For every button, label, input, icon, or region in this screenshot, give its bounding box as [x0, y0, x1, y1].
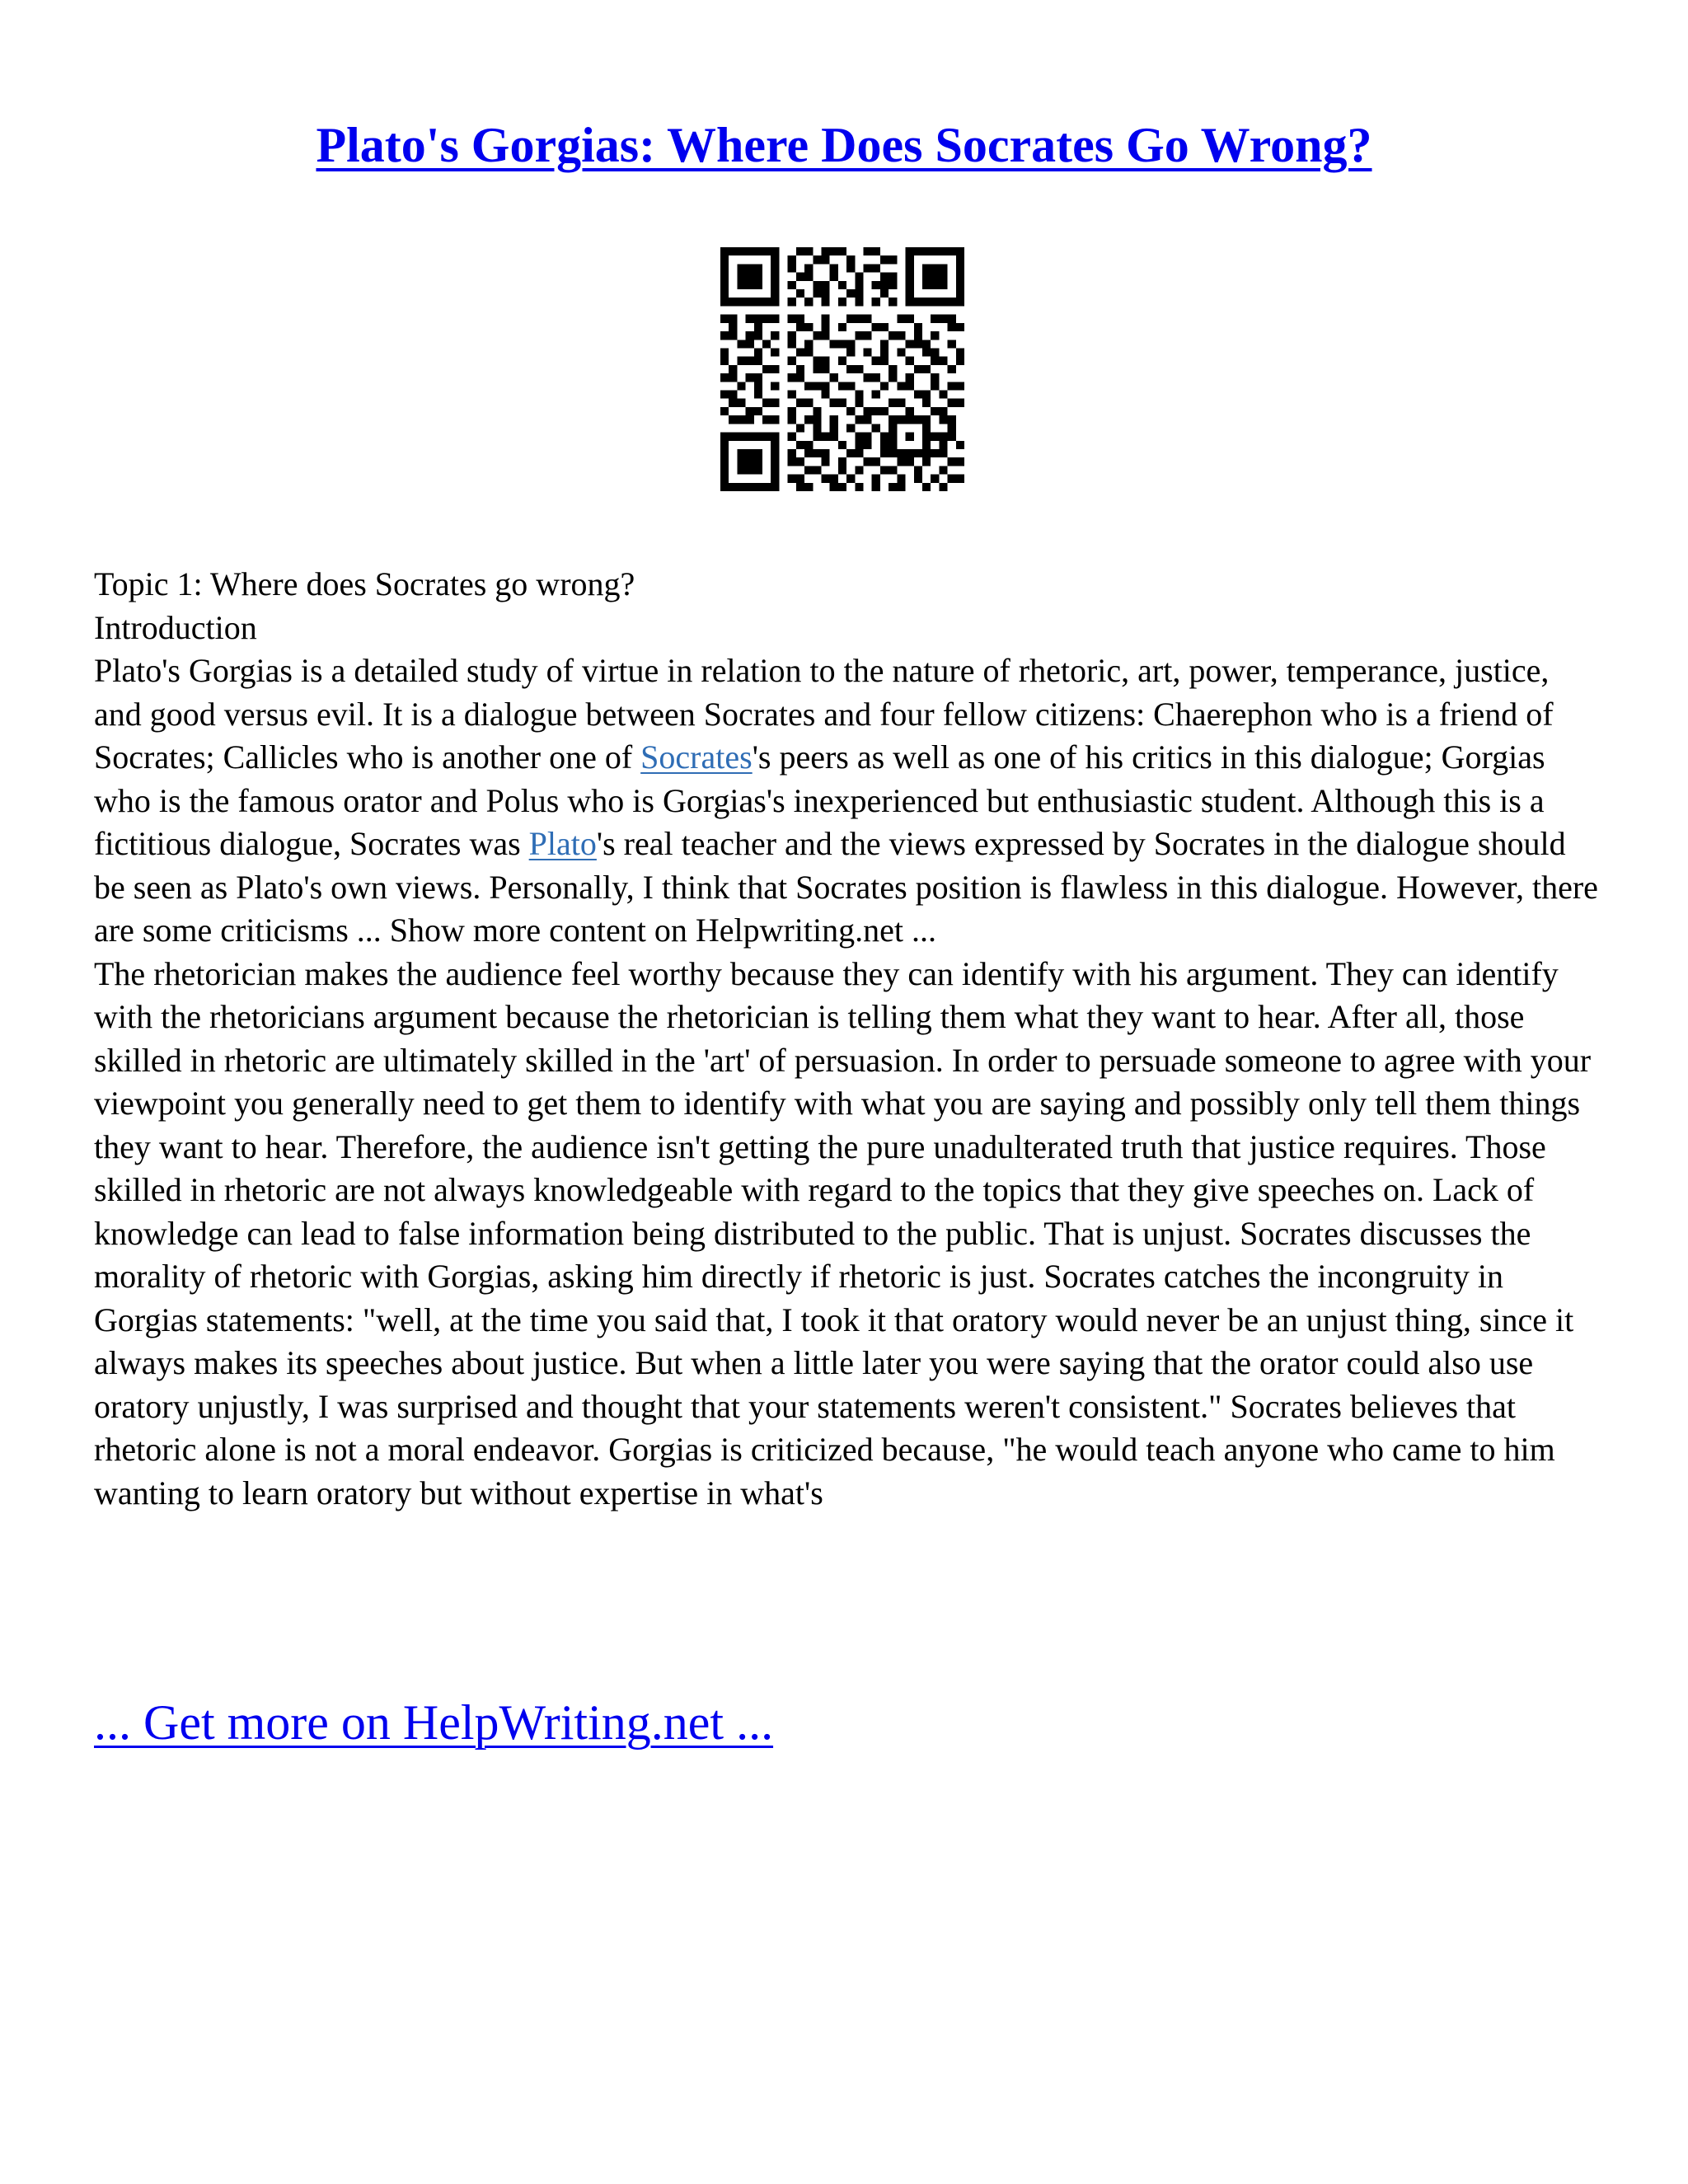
title-container [0, 114, 1688, 176]
topic-line: Topic 1: Where does Socrates go wrong? [94, 565, 635, 602]
get-more-link[interactable]: ... Get more on HelpWriting.net ... [94, 1695, 774, 1750]
document-body [94, 563, 1602, 1515]
section-heading: Introduction [94, 608, 257, 646]
plato-link[interactable]: Plato [528, 825, 597, 862]
document-title-link[interactable]: Plato's Gorgias: Where Does Socrates Go Wrong? [316, 118, 1372, 172]
intro-text-part-2: 's peers as well as one of his critics in this dialogue; Gorgias who is the famous orator and Polus who is Gorgias's inexperienced but enthusiastic student. Although this is a fictitious dialogue, Socrates was [94, 738, 1545, 862]
body-paragraph: The rhetorician makes the audience feel worthy because they can identify with his argument. They can identify with the rhetoricians argument because the rhetorician is telling them what they want to hear. After all, those skilled in rhetoric are ultimately skilled in the 'art' of persuasion. In order to persuade someone to agree with your viewpoint you generally need to get them to identify with what you are saying and possibly only tell them things they want to hear. Therefore, the audience isn't getting the pure unadulterated truth that justice requires. Those skilled in rhetoric are not always knowledgeable with regard to the topics that they give speeches on. Lack of knowledge can lead to false information being distributed to the public. That is unjust. Socrates discusses the morality of rhetoric with Gorgias, asking him directly if rhetoric is just. Socrates catches the incongruity in Gorgias statements: "well, at the time you said that, I took it that oratory would never be an unjust thing, since it always makes its speeches about justice. But when a little later you were saying that the orator could also use oratory unjustly, I was surprised and thought that your statements weren't consistent." Socrates believes that rhetoric alone is not a moral endeavor. Gorgias is criticized because, "he would teach anyone who came to him wanting to learn oratory but without expertise in what's [94, 954, 1592, 1511]
intro-text-part-1: Plato's Gorgias is a detailed study of virtue in relation to the nature of rhetoric, art, power, temperance, justice, and good versus evil. It is a dialogue between Socrates and four fellow citizens: Chaerephon who is a friend of Socrates; Callicles who is another one of [94, 652, 1554, 776]
intro-text-part-3: 's real teacher and the views expressed by Socrates in the dialogue should be seen as Plato's own views. Personally, I think that Socrates position is flawless in this dialogue. However, there are some criticisms ... Show more content on Helpwriting.net ... [94, 825, 1598, 949]
more-link-container [94, 1691, 773, 1754]
socrates-link[interactable]: Socrates [640, 738, 753, 776]
qr-code-icon [720, 247, 964, 491]
intro-paragraph [94, 649, 1602, 953]
